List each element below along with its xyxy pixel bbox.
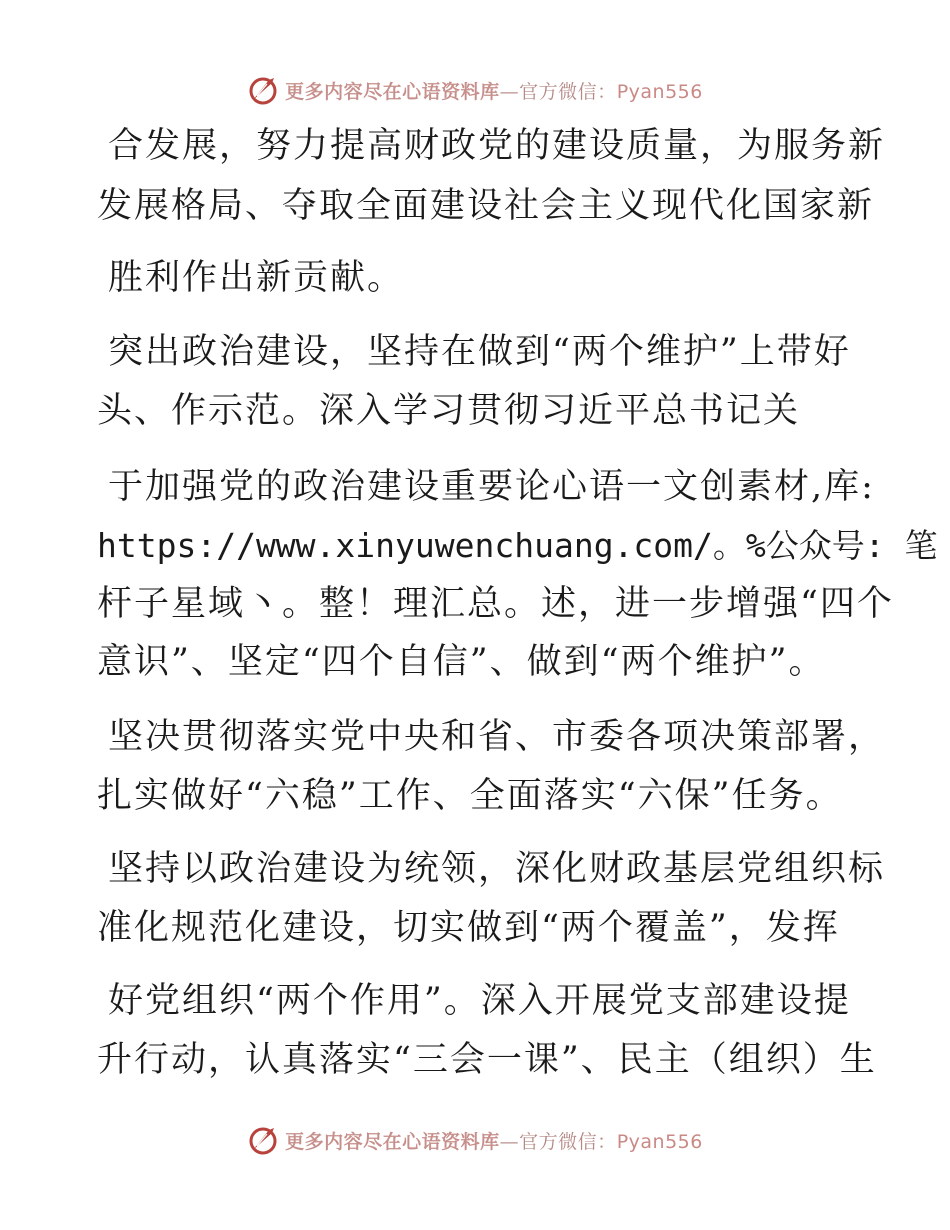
quill-pen-logo	[247, 74, 279, 106]
body-line: 好党组织“两个作用”。深入开展党支部建设提	[108, 981, 851, 1021]
body-line: 发展格局、夺取全面建设社会主义现代化国家新	[97, 186, 875, 226]
body-line: 突出政治建设，坚持在做到“两个维护”上带好	[108, 332, 851, 372]
watermark-wechat-id: Pyan556	[616, 80, 703, 103]
body-line: 扎实做好“六稳”工作、全面落实“六保”任务。	[97, 776, 843, 816]
body-line: https://www.xinyuwenchuang.com/。%公众号: 笔	[97, 526, 938, 565]
body-line: 胜利作出新贡献。	[108, 258, 405, 298]
body-line: 准化规范化建设，切实做到“两个覆盖”，发挥	[97, 908, 840, 948]
body-line: 合发展，努力提高财政党的建设质量，为服务新	[108, 126, 886, 166]
body-line: 头、作示范。深入学习贯彻习近平总书记关	[97, 391, 801, 431]
header-watermark	[0, 70, 950, 110]
body-line: 意识”、坚定“四个自信”、做到“两个维护”。	[97, 642, 826, 682]
body-line: 坚决贯彻落实党中央和省、市委各项决策部署，	[108, 717, 886, 757]
body-line: 杆子星域丶。整！理汇总。述，进一步增强“四个	[97, 584, 894, 624]
watermark-label: 官方微信：	[519, 1130, 617, 1153]
watermark-label: 官方微信：	[519, 80, 617, 103]
body-line: 坚持以政治建设为统领，深化财政基层党组织标	[108, 849, 886, 889]
watermark-wechat-id: Pyan556	[616, 1130, 703, 1153]
watermark-dash: —	[499, 1130, 520, 1153]
watermark-main: 更多内容尽在心语资料库	[285, 80, 500, 103]
footer-watermark	[0, 1120, 950, 1160]
watermark-dash: —	[499, 80, 520, 103]
quill-pen-logo	[247, 1124, 279, 1156]
watermark-text	[285, 1127, 703, 1154]
watermark-main: 更多内容尽在心语资料库	[285, 1130, 500, 1153]
watermark-text	[285, 77, 703, 104]
body-line: 升行动，认真落实“三会一课”、民主（组织）生	[97, 1040, 877, 1080]
body-line: 于加强党的政治建设重要论心语一文创素材,库:	[108, 467, 875, 507]
